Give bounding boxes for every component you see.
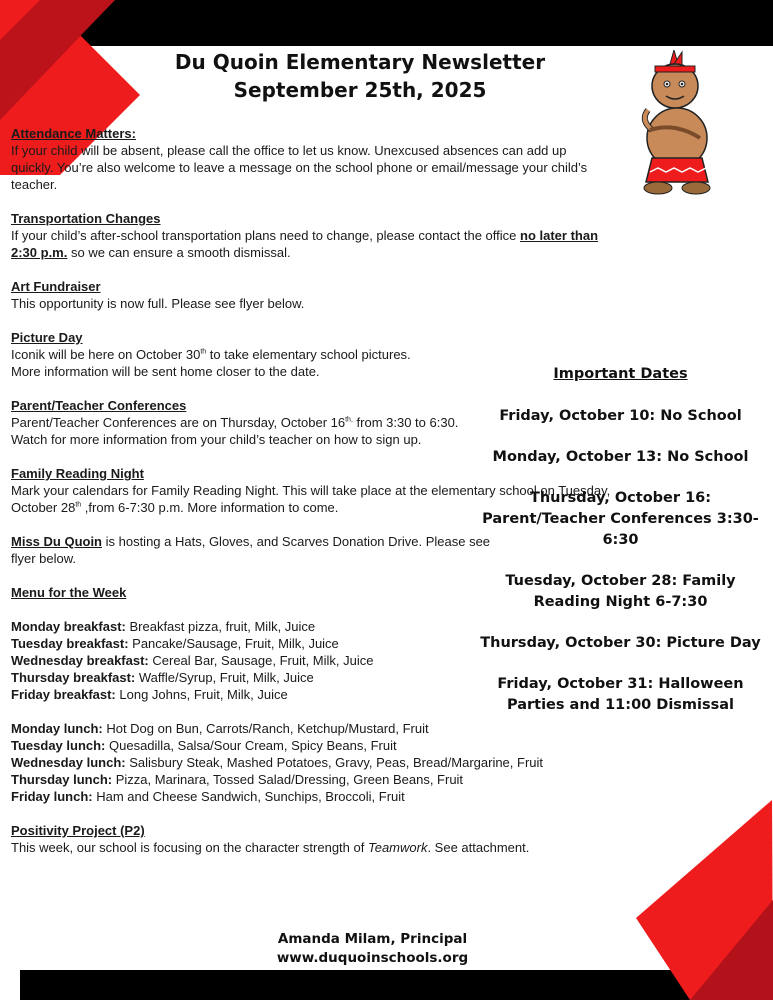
miss-du-quoin-name: Miss Du Quoin <box>11 534 102 549</box>
newsletter-title <box>150 48 570 104</box>
menu-items: Salisbury Steak, Mashed Potatoes, Gravy, Peas, Bread/Margarine, Fruit <box>125 755 544 770</box>
menu-line <box>11 737 611 754</box>
menu-day-label: Monday breakfast: <box>11 619 126 634</box>
date-item: Friday, October 31: Halloween Parties and 11:00 Dismissal <box>497 676 744 713</box>
attendance-section <box>11 125 611 193</box>
date-item: Tuesday, October 28: Family Reading Night 6-7:30 <box>505 573 736 610</box>
website-link[interactable]: www.duquoinschools.org <box>276 950 469 966</box>
menu-items: Ham and Cheese Sandwich, Sunchips, Broccoli, Fruit <box>92 789 405 804</box>
menu-items: Cereal Bar, Sausage, Fruit, Milk, Juice <box>148 653 374 668</box>
positivity-heading: Positivity Project (P2) <box>11 823 145 838</box>
menu-line <box>11 771 611 788</box>
picture-text-before: Iconik will be here on October 30 <box>11 347 201 362</box>
miss-du-quoin-details: is hosting a Hats, Gloves, and Scarves Donation Drive. Please see flyer below. <box>11 534 491 566</box>
important-dates <box>478 364 763 736</box>
date-item: Friday, October 10: No School <box>499 408 742 424</box>
menu-day-label: Thursday breakfast: <box>11 670 136 685</box>
principal-name: Amanda Milam, Principal <box>277 931 468 947</box>
art-text: This opportunity is now full. Please see flyer below. <box>11 296 305 311</box>
menu-day-label: Friday breakfast: <box>11 687 116 702</box>
menu-day-label: Tuesday breakfast: <box>11 636 129 651</box>
transportation-deadline: no later than 2:30 p.m. <box>11 228 599 260</box>
menu-items: Breakfast pizza, fruit, Milk, Juice <box>125 619 316 634</box>
conferences-line-2: Watch for more information from your child’s teacher on how to sign up. <box>11 432 422 447</box>
menu-line <box>11 788 611 805</box>
picture-text-after: to take elementary school pictures. <box>206 347 411 362</box>
picture-sup: th <box>200 348 207 356</box>
menu-items: Hot Dog on Bun, Carrots/Ranch, Ketchup/Mustard, Fruit <box>102 721 429 736</box>
picture-heading: Picture Day <box>11 330 83 345</box>
conferences-text-after: from 3:30 to 6:30. <box>352 415 459 430</box>
picture-text <box>11 346 611 363</box>
positivity-strength: Teamwork <box>367 840 428 855</box>
miss-du-quoin-text <box>11 533 516 567</box>
attendance-heading: Attendance Matters: <box>11 126 136 141</box>
picture-line-2: More information will be sent home closer to the date. <box>11 364 320 379</box>
date-item: Thursday, October 16: Parent/Teacher Conferences 3:30-6:30 <box>482 490 759 548</box>
menu-items: Waffle/Syrup, Fruit, Milk, Juice <box>135 670 314 685</box>
title-date: September 25th, 2025 <box>233 78 487 102</box>
menu-day-label: Wednesday breakfast: <box>11 653 149 668</box>
menu-items: Pancake/Sausage, Fruit, Milk, Juice <box>128 636 339 651</box>
art-section <box>11 278 611 312</box>
footer <box>220 930 525 968</box>
conferences-text-before: Parent/Teacher Conferences are on Thursday, October 16 <box>11 415 346 430</box>
date-item: Thursday, October 30: Picture Day <box>480 635 761 651</box>
title-line-1: Du Quoin Elementary Newsletter <box>174 50 546 74</box>
reading-text-after: ,from 6-7:30 p.m. More information to come. <box>81 500 339 515</box>
art-heading: Art Fundraiser <box>11 279 101 294</box>
menu-day-label: Monday lunch: <box>11 721 103 736</box>
reading-text-before: Mark your calendars for Family Reading Night. This will take place at the elementary school on Tuesday, October 28 <box>11 483 611 515</box>
menu-day-label: Tuesday lunch: <box>11 738 106 753</box>
attendance-text: If your child will be absent, please call the office to let us know. Unexcused absences can add up quickly. You’re also welcome to leave a message on the school phone or email/message your child’s teacher. <box>11 143 588 192</box>
transportation-section <box>11 210 611 261</box>
transportation-text-after: so we can ensure a smooth dismissal. <box>67 245 291 260</box>
positivity-section <box>11 822 611 856</box>
menu-day-label: Thursday lunch: <box>11 772 113 787</box>
reading-heading: Family Reading Night <box>11 466 144 481</box>
menu-items: Pizza, Marinara, Tossed Salad/Dressing, Green Beans, Fruit <box>112 772 464 787</box>
menu-day-label: Friday lunch: <box>11 789 93 804</box>
positivity-text <box>11 839 611 856</box>
conferences-heading: Parent/Teacher Conferences <box>11 398 187 413</box>
menu-heading: Menu for the Week <box>11 585 127 600</box>
menu-items: Quesadilla, Salsa/Sour Cream, Spicy Beans, Fruit <box>105 738 397 753</box>
positivity-text-before: This week, our school is focusing on the character strength of <box>11 840 368 855</box>
menu-line <box>11 754 611 771</box>
date-item: Monday, October 13: No School <box>492 449 749 465</box>
transportation-text-before: If your child’s after-school transportation plans need to change, please contact the office <box>11 228 520 243</box>
reading-sup: th <box>75 501 82 509</box>
mascot-icon <box>630 50 725 198</box>
menu-day-label: Wednesday lunch: <box>11 755 126 770</box>
menu-items: Long Johns, Fruit, Milk, Juice <box>115 687 288 702</box>
transportation-text <box>11 227 611 261</box>
conferences-sup: th, <box>345 416 353 424</box>
positivity-text-after: . See attachment. <box>427 840 530 855</box>
transportation-heading: Transportation Changes <box>11 211 161 226</box>
important-dates-heading: Important Dates <box>553 366 688 382</box>
